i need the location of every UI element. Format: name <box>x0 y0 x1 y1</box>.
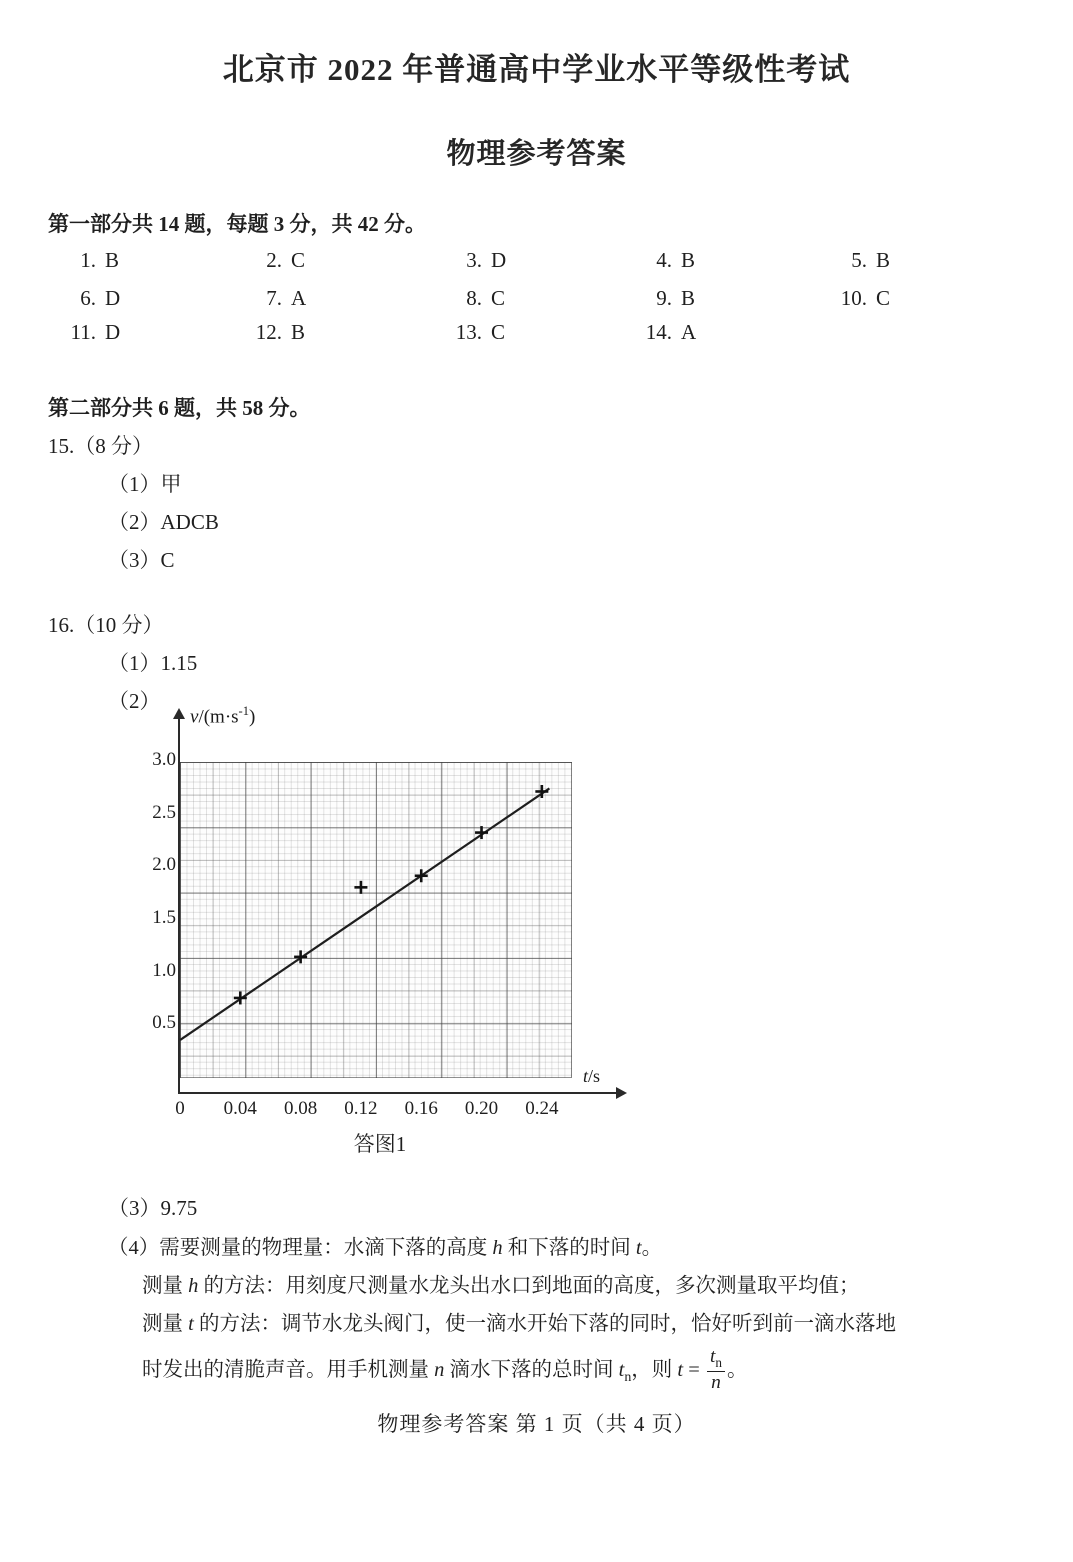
line3-symbol-t: t <box>188 1313 194 1335</box>
page-footer: 物理参考答案 第 1 页（共 4 页） <box>377 1412 696 1436</box>
answer-item-2 <box>248 248 305 273</box>
x-tick-0.08: 0.08 <box>283 1098 318 1119</box>
x-tick-0.20: 0.20 <box>464 1098 499 1119</box>
line4-text-a: 时发出的清脆声音。用手机测量 <box>142 1358 435 1381</box>
y-tick-2.5: 2.5 <box>152 801 176 823</box>
x-axis-arrow-icon <box>616 1087 627 1099</box>
y-axis-label <box>190 704 255 728</box>
fraction-numerator-symbol: t <box>709 1346 716 1367</box>
answer-letter: B <box>681 286 696 310</box>
fraction-denominator: n <box>711 1371 721 1393</box>
answer-item-7 <box>248 286 306 311</box>
answer-item-8 <box>448 286 505 311</box>
line2-symbol-h: h <box>188 1275 199 1297</box>
question-16-item-2: （2） <box>108 689 161 713</box>
line4-text-c: ，则 <box>631 1358 678 1381</box>
line1-symbol-t: t <box>635 1237 642 1259</box>
answer-item-13 <box>448 320 505 345</box>
line4-equals: = <box>683 1358 705 1381</box>
answer-number: 7. <box>266 286 282 310</box>
line4-text-b: 滴水下落的总时间 <box>444 1358 619 1381</box>
line3-text-a: 测量 <box>142 1313 189 1335</box>
answer-item-9 <box>638 286 695 311</box>
x-tick-0.16: 0.16 <box>404 1098 438 1119</box>
answer-letter: D <box>105 320 121 344</box>
y-axis-label-unit: /(m·s <box>198 706 239 728</box>
line3-text-b: 的方法：调节水龙头阀门，使一滴水开始下落的同时，恰好听到前一滴水落地 <box>193 1313 896 1335</box>
question-16-item-4-line-2 <box>142 1268 860 1298</box>
answer-item-11 <box>62 320 120 345</box>
answer-letter: A <box>291 286 307 310</box>
y-axis-label-symbol: v <box>190 706 199 728</box>
question-15-item-2: （2）ADCB <box>108 510 219 534</box>
question-16-item-4-line-1 <box>108 1230 662 1260</box>
answer-item-1 <box>62 248 119 273</box>
answer-item-6 <box>62 286 120 311</box>
question-15-label: 15.（8 分） <box>48 434 153 458</box>
x-axis-label <box>583 1066 600 1087</box>
question-16-item-3: （3）9.75 <box>108 1196 198 1220</box>
part1-heading: 第一部分共 14 题，每题 3 分，共 42 分。 <box>48 212 426 236</box>
answer-letter: D <box>491 248 507 272</box>
fraction-numerator-sub: n <box>715 1354 722 1370</box>
answer-number: 6. <box>80 286 96 310</box>
answer-item-4 <box>638 248 695 273</box>
answer-item-3 <box>448 248 506 273</box>
answer-letter: B <box>876 248 891 272</box>
answer-letter: B <box>105 248 120 272</box>
answer-item-14 <box>638 320 696 345</box>
line2-text-b: 的方法：用刻度尺测量水龙头出水口到地面的高度，多次测量取平均值； <box>198 1275 860 1297</box>
y-tick-2.0: 2.0 <box>152 854 176 876</box>
answer-letter: B <box>291 320 306 344</box>
answer-number: 10. <box>840 286 867 310</box>
document-title: 北京市 2022 年普通高中学业水平等级性考试 <box>222 52 851 87</box>
answer-number: 2. <box>266 248 282 272</box>
line1-text-a: （4）需要测量的物理量：水滴下落的高度 <box>108 1237 493 1259</box>
y-axis <box>178 716 180 1094</box>
question-15-item-3: （3）C <box>108 548 175 572</box>
answer-number: 14. <box>645 320 672 344</box>
x-tick-0.04: 0.04 <box>223 1098 257 1119</box>
answer-number: 9. <box>656 286 672 310</box>
answer-number: 5. <box>851 248 867 272</box>
answer-number: 8. <box>466 286 482 310</box>
fraction-numerator <box>707 1347 725 1372</box>
y-axis-label-exponent: -1 <box>238 704 249 718</box>
line1-symbol-h: h <box>492 1237 503 1259</box>
answer-number: 3. <box>466 248 482 272</box>
line4-symbol-tn-sub: n <box>624 1369 632 1385</box>
y-tick-1.0: 1.0 <box>152 959 176 981</box>
answer-number: 11. <box>70 320 96 344</box>
figure-caption: 答图1 <box>353 1132 407 1156</box>
x-tick-0.24: 0.24 <box>525 1098 559 1119</box>
answer-letter: A <box>681 320 697 344</box>
answer-number: 12. <box>255 320 282 344</box>
line4-text-d: 。 <box>726 1358 748 1381</box>
answer-letter: C <box>876 286 891 310</box>
question-16-item-4-line-3 <box>142 1306 896 1336</box>
answer-number: 1. <box>80 248 96 272</box>
question-16-item-1: （1）1.15 <box>108 651 198 675</box>
x-tick-0: 0 <box>175 1098 185 1119</box>
y-tick-0.5: 0.5 <box>152 1012 176 1034</box>
line4-symbol-n: n <box>434 1358 445 1381</box>
answer-letter: D <box>105 286 121 310</box>
answer-item-10 <box>833 286 890 311</box>
answer-number: 4. <box>656 248 672 272</box>
line2-text-a: 测量 <box>142 1275 189 1297</box>
x-axis-label-symbol: t <box>583 1066 589 1086</box>
x-tick-0.12: 0.12 <box>344 1098 378 1119</box>
part2-heading: 第二部分共 6 题，共 58 分。 <box>48 396 311 420</box>
question-15-item-1: （1）甲 <box>108 472 182 496</box>
velocity-time-graph <box>120 700 640 1170</box>
question-16-item-4-line-4 <box>142 1348 747 1394</box>
x-axis <box>178 1092 618 1094</box>
answer-letter: C <box>491 320 506 344</box>
y-axis-label-close: ) <box>249 706 256 728</box>
fraction-tn-over-n <box>707 1347 725 1393</box>
answer-number: 13. <box>455 320 482 344</box>
answer-letter: C <box>291 248 306 272</box>
line4-symbol-t: t <box>677 1358 684 1381</box>
graph-paper-grid <box>180 762 572 1078</box>
line1-text-b: 和下落的时间 <box>502 1237 636 1259</box>
document-subtitle: 物理参考答案 <box>446 138 627 170</box>
y-tick-3.0: 3.0 <box>152 749 176 770</box>
y-axis-arrow-icon <box>173 708 185 719</box>
question-16-label: 16.（10 分） <box>48 613 164 637</box>
y-tick-1.5: 1.5 <box>152 907 176 928</box>
answer-letter: C <box>491 286 506 310</box>
x-axis-label-unit: /s <box>588 1066 601 1086</box>
answer-item-5 <box>833 248 890 273</box>
answer-item-12 <box>248 320 305 345</box>
line4-symbol-tn: t <box>618 1358 625 1381</box>
answer-letter: B <box>681 248 696 272</box>
line1-text-c: 。 <box>641 1237 663 1259</box>
